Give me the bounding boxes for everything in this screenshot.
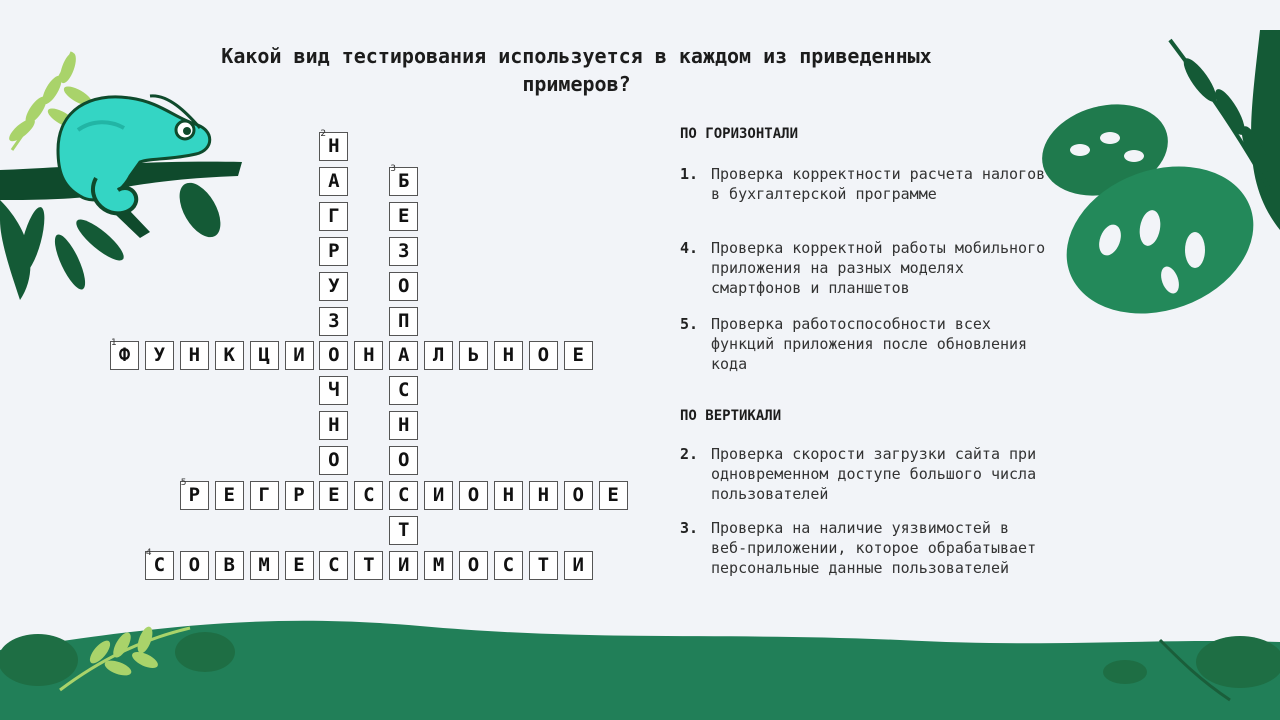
- crossword-cell: У: [145, 341, 174, 370]
- crossword-cell: О: [319, 341, 348, 370]
- crossword-cell: Е: [599, 481, 628, 510]
- crossword-cell: Н: [180, 341, 209, 370]
- crossword-cell: В: [215, 551, 244, 580]
- clue-number: 3.: [680, 519, 699, 537]
- clue-across-1: [680, 164, 1050, 204]
- crossword-cell: О: [529, 341, 558, 370]
- crossword-cell: О: [180, 551, 209, 580]
- clue-across-4: [680, 238, 1050, 298]
- crossword-cell: Н: [319, 132, 348, 161]
- crossword-cell: Б: [389, 167, 418, 196]
- crossword-cell: Г: [319, 202, 348, 231]
- crossword-cell: Н: [494, 341, 523, 370]
- crossword-cell: Н: [354, 341, 383, 370]
- clue-across-5: [680, 314, 1050, 374]
- crossword-cell: П: [389, 307, 418, 336]
- crossword-cell: Н: [319, 411, 348, 440]
- clue-number: 4.: [680, 239, 699, 257]
- crossword-cell: О: [564, 481, 593, 510]
- crossword-cell: С: [354, 481, 383, 510]
- clue-text: Проверка на наличие уязвимостей в веб-приложении, которое обрабатывает персональные данные пользователей: [711, 519, 1037, 577]
- clue-text: Проверка корректности расчета налогов в бухгалтерской программе: [711, 165, 1046, 203]
- crossword-cell: Е: [215, 481, 244, 510]
- crossword-cell: М: [424, 551, 453, 580]
- crossword-cell: М: [250, 551, 279, 580]
- down-title: ПО ВЕРТИКАЛИ: [680, 408, 782, 424]
- crossword-cell: А: [389, 341, 418, 370]
- crossword-cell: Р: [180, 481, 209, 510]
- crossword-cell: С: [494, 551, 523, 580]
- crossword-cell: Т: [354, 551, 383, 580]
- clue-number: 2.: [680, 445, 699, 463]
- crossword-cell: Ф: [110, 341, 139, 370]
- crossword-cell: Н: [494, 481, 523, 510]
- clue-down-3: [680, 518, 1050, 578]
- word-number-5: 5: [180, 478, 187, 488]
- crossword-cell: О: [319, 446, 348, 475]
- crossword-cell: И: [389, 551, 418, 580]
- crossword-cell: О: [459, 481, 488, 510]
- crossword-cell: С: [319, 551, 348, 580]
- crossword-cell: Н: [529, 481, 558, 510]
- clue-number: 1.: [680, 165, 699, 183]
- crossword-cell: З: [319, 307, 348, 336]
- across-title: ПО ГОРИЗОНТАЛИ: [680, 126, 799, 142]
- slide-title: Какой вид тестирования используется в каждом из приведенных примеров?: [221, 44, 932, 96]
- crossword-cell: Ц: [250, 341, 279, 370]
- crossword-cell: Р: [319, 237, 348, 266]
- crossword-cell: О: [389, 446, 418, 475]
- clue-down-2: [680, 444, 1050, 504]
- crossword-cell: Г: [250, 481, 279, 510]
- word-number-4: 4: [145, 547, 152, 558]
- crossword-cell: Е: [564, 341, 593, 370]
- crossword-cell: Ч: [319, 376, 348, 405]
- clue-text: Проверка корректной работы мобильного приложения на разных моделях смартфонов и планшетов: [711, 239, 1046, 297]
- monstera-leaf-icon: [1032, 30, 1280, 339]
- crossword-cell: С: [145, 551, 174, 580]
- crossword-cell: И: [564, 551, 593, 580]
- clue-text: Проверка скорости загрузки сайта при одновременном доступе большого числа пользователей: [711, 445, 1037, 503]
- crossword-cell: Р: [285, 481, 314, 510]
- crossword-cell: О: [459, 551, 488, 580]
- clue-text: Проверка работоспособности всех функций приложения после обновления кода: [711, 315, 1028, 373]
- word-number-2: 2: [320, 129, 327, 139]
- crossword-cell: И: [285, 341, 314, 370]
- crossword-cell: Т: [389, 516, 418, 545]
- crossword-cell: К: [215, 341, 244, 370]
- crossword-cell: О: [389, 272, 418, 301]
- crossword-cell: З: [389, 237, 418, 266]
- crossword-cell: У: [319, 272, 348, 301]
- crossword-cell: Л: [424, 341, 453, 370]
- crossword-cell: С: [389, 481, 418, 510]
- word-number-1: 1: [111, 338, 117, 349]
- crossword-cell: Т: [529, 551, 558, 580]
- crossword-cell: Е: [285, 551, 314, 580]
- crossword-cell: С: [389, 376, 418, 405]
- crossword-cell: Ь: [459, 341, 488, 370]
- crossword-cell: Е: [319, 481, 348, 510]
- clue-number: 5.: [680, 315, 699, 333]
- crossword-cell: И: [424, 481, 453, 510]
- crossword-cell: А: [319, 167, 348, 196]
- crossword-cell: Е: [389, 202, 418, 231]
- word-number-3: 3: [390, 163, 396, 174]
- crossword-cell: Н: [389, 411, 418, 440]
